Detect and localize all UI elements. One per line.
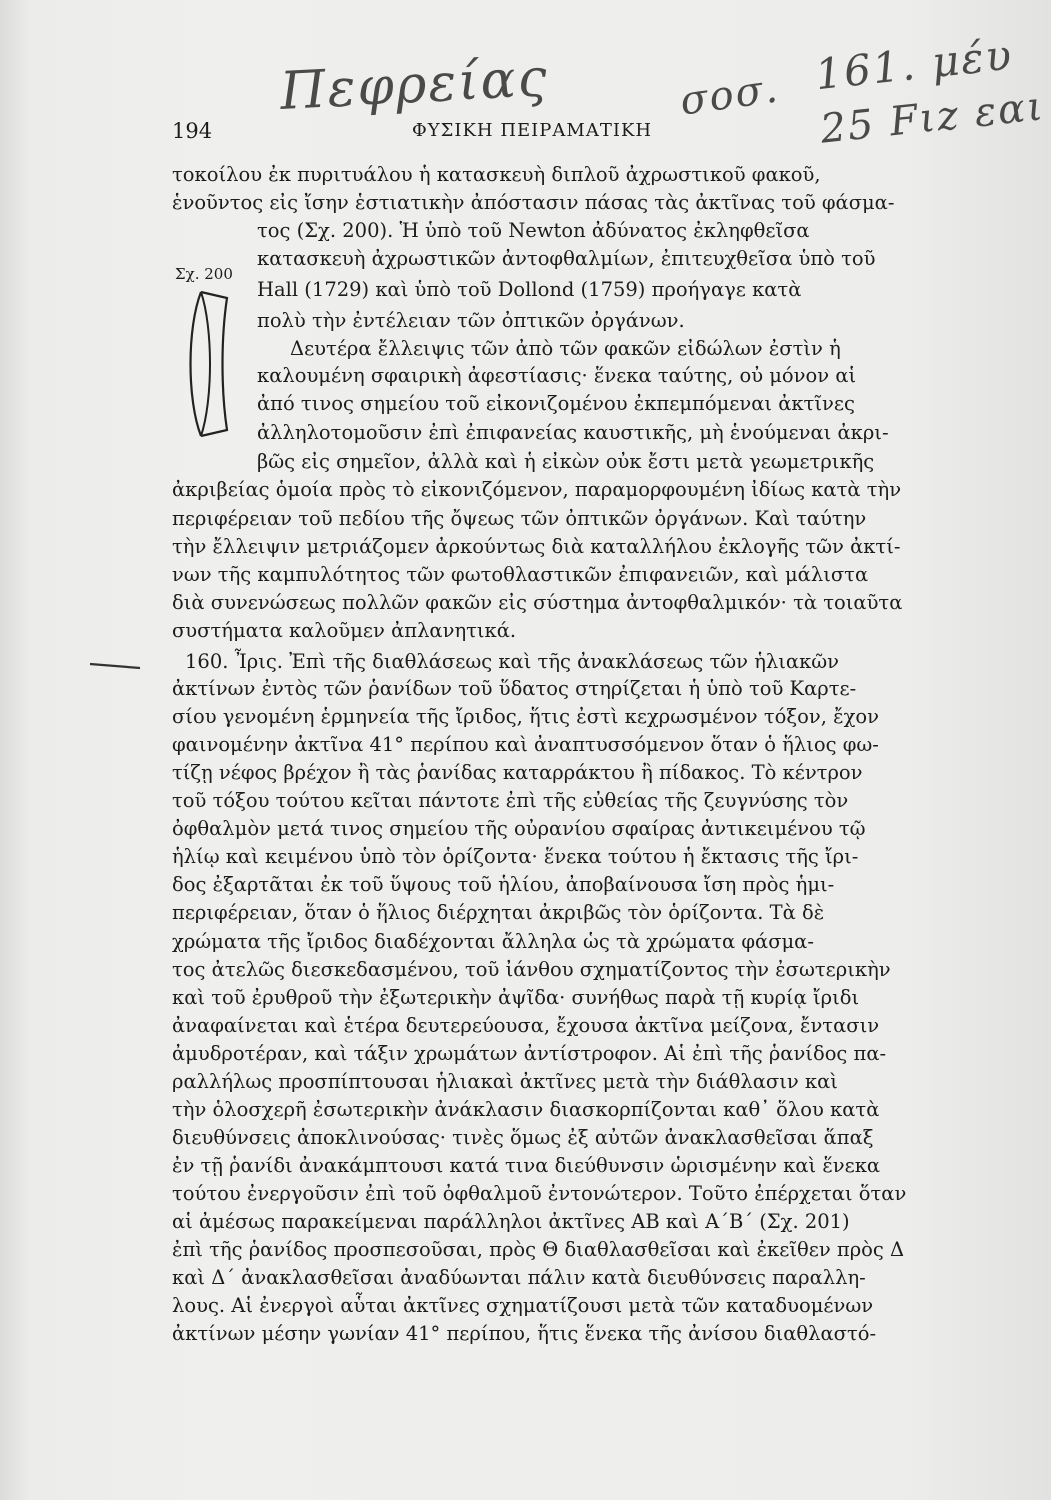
text-line: τος ἀτελῶς διεσκεδασμένου, τοῦ ἰάνθου σχηματίζοντος τὴν ἐσωτερικὴν: [172, 958, 891, 981]
text-line: περιφέρειαν τοῦ πεδίου τῆς ὄψεως τῶν ὀπτικῶν ὀργάνων. Καὶ ταύτην: [172, 507, 867, 530]
handwritten-note: 161. μέυ: [812, 29, 1016, 100]
text-line: χρώματα τῆς ἴριδος διαδέχονται ἄλληλα ὡς τὰ χρώματα φάσμα-: [172, 930, 814, 953]
text-line: διὰ συνενώσεως πολλῶν φακῶν εἰς σύστημα ἀντοφθαλμικόν· τὰ τοιαῦτα: [172, 591, 903, 614]
text-line: Hall (1729) καὶ ὑπὸ τοῦ Dollond (1759) προήγαγε κατὰ: [257, 278, 802, 301]
text-line: διευθύνσεις ἀποκλινούσας· τινὲς ὅμως ἐξ αὐτῶν ἀνακλασθεῖσαι ἅπαξ: [172, 1126, 874, 1149]
section-heading-line: 160. Ἶρις. Ἐπὶ τῆς διαθλάσεως καὶ τῆς ἀνακλάσεως τῶν ἡλιακῶν: [185, 650, 840, 673]
text-line: βῶς εἰς σημεῖον, ἀλλὰ καὶ ἡ εἰκὼν οὐκ ἔστι μετὰ γεωμετρικῆς: [257, 450, 875, 473]
text-line: ἀκτίνων ἐντὸς τῶν ῥανίδων τοῦ ὕδατος στηρίζεται ἡ ὑπὸ τοῦ Καρτε-: [172, 677, 857, 700]
text-line: ἀμυδροτέραν, καὶ τάξιν χρωμάτων ἀντίστροφον. Αἱ ἐπὶ τῆς ῥανίδος πα-: [172, 1042, 887, 1065]
text-line: τὴν ὁλοσχερῆ ἐσωτερικὴν ἀνάκλασιν διασκορπίζονται καθ᾽ ὅλου κατὰ: [172, 1098, 880, 1121]
handwritten-note: 25 Fιz εαι: [818, 83, 1047, 153]
page-number: 194: [172, 119, 213, 143]
text-line: καλουμένη σφαιρικὴ ἀφεστίασις· ἕνεκα ταύτης, οὐ μόνον αἱ: [257, 364, 857, 387]
text-line: ἀπό τινος σημείου τοῦ εἰκονιζομένου ἐκπεμπόμεναι ἀκτῖνες: [257, 392, 855, 415]
text-line: τοκοίλου ἐκ πυριτυάλου ἡ κατασκευὴ διπλοῦ ἀχρωστικοῦ φακοῦ,: [172, 163, 821, 186]
text-line: φαινομένην ἀκτῖνα 41° περίπου καὶ ἀναπτυσσόμενον ὅταν ὁ ἥλιος φω-: [172, 733, 879, 756]
figure-label: Σχ. 200: [175, 265, 233, 283]
text-line: ἑνοῦντος εἰς ἴσην ἑστιατικὴν ἀπόστασιν πάσας τὰς ἀκτῖνας τοῦ φάσμα-: [172, 191, 895, 214]
text-line: ἀλληλοτομοῦσιν ἐπὶ ἐπιφανείας καυστικῆς, μὴ ἑνούμεναι ἀκρι-: [257, 421, 889, 444]
text-line: λους. Αἱ ἐνεργοὶ αὗται ἀκτῖνες σχηματίζουσι μετὰ τῶν καταδυομένων: [172, 1294, 874, 1317]
text-line: καὶ Δ΄ ἀνακλασθεῖσαι ἀναδύωνται πάλιν κατὰ διευθύνσεις παραλλη-: [172, 1266, 866, 1289]
text-line: τὴν ἔλλειψιν μετριάζομεν ἀρκούντως διὰ καταλλήλου ἐκλογῆς τῶν ἀκτί-: [172, 535, 901, 558]
achromatic-lens-figure: [183, 288, 237, 440]
text-line: τοῦ τόξου τούτου κεῖται πάντοτε ἐπὶ τῆς εὐθείας τῆς ζευγνύσης τὸν: [172, 789, 849, 812]
text-line: τίζῃ νέφος βρέχον ἢ τὰς ῥανίδας καταρράκτου ἢ πίδακος. Τὸ κέντρον: [172, 761, 863, 784]
text-line: τούτου ἐνεργοῦσιν ἐπὶ τοῦ ὀφθαλμοῦ ἐντονώτερον. Τοῦτο ἐπέρχεται ὅταν: [172, 1182, 907, 1205]
text-line: καὶ τοῦ ἐρυθροῦ τὴν ἐξωτερικὴν ἀψῖδα· συνήθως παρὰ τῇ κυρίᾳ ἴριδι: [172, 986, 860, 1009]
text-line: ἡλίῳ καὶ κειμένου ὑπὸ τὸν ὁρίζοντα· ἕνεκα τούτου ἡ ἔκτασις τῆς ἴρι-: [172, 845, 859, 868]
text-line: Δευτέρα ἔλλειψις τῶν ἀπὸ τῶν φακῶν εἰδώλων ἐστὶν ἡ: [290, 337, 841, 360]
text-line: πολὺ τὴν ἐντέλειαν τῶν ὀπτικῶν ὀργάνων.: [257, 309, 685, 332]
text-line: ραλλήλως προσπίπτουσαι ἡλιακαὶ ἀκτῖνες μετὰ τὴν διάθλασιν καὶ: [172, 1070, 838, 1093]
running-head: ΦΥΣΙΚΗ ΠΕΙΡΑΜΑΤΙΚΗ: [412, 120, 653, 141]
text-line: ἐν τῇ ῥανίδι ἀνακάμπτουσι κατά τινα διεύθυνσιν ὡρισμένην καὶ ἕνεκα: [172, 1154, 881, 1177]
text-line: αἱ ἀμέσως παρακείμεναι παράλληλοι ἀκτῖνες ΑΒ καὶ Α΄Β΄ (Σχ. 201): [172, 1210, 850, 1233]
text-line: ἐπὶ τῆς ῥανίδος προσπεσοῦσαι, πρὸς Θ διαθλασθεῖσαι καὶ ἐκεῖθεν πρὸς Δ: [172, 1238, 905, 1261]
margin-mark: [88, 661, 143, 671]
text-line: τος (Σχ. 200). Ἡ ὑπὸ τοῦ Newton ἀδύνατος ἐκληφθεῖσα: [257, 219, 810, 242]
text-line: σίου γενομένη ἑρμηνεία τῆς ἴριδος, ἥτις ἐστὶ κεχρωσμένον τόξον, ἔχον: [172, 705, 879, 728]
handwritten-note: Πεφρείας: [278, 48, 551, 122]
text-line: ἀναφαίνεται καὶ ἑτέρα δευτερεύουσα, ἔχουσα ἀκτῖνα μείζονα, ἔντασιν: [172, 1014, 880, 1037]
text-line: ὀφθαλμὸν μετά τινος σημείου τῆς οὐρανίου σφαίρας ἀντικειμένου τῷ: [172, 817, 866, 840]
text-line: συστήματα καλοῦμεν ἀπλανητικά.: [172, 619, 517, 642]
text-line: ἀκριβείας ὁμοία πρὸς τὸ εἰκονιζόμενον, παραμορφουμένη ἰδίως κατὰ τὴν: [172, 478, 902, 501]
text-line: περιφέρειαν, ὅταν ὁ ἥλιος διέρχηται ἀκριβῶς τὸν ὁρίζοντα. Τὰ δὲ: [172, 901, 825, 924]
text-line: ἀκτίνων μέσην γωνίαν 41° περίπου, ἥτις ἕνεκα τῆς ἀνίσου διαθλαστό-: [172, 1322, 877, 1345]
text-line: δος ἐξαρτᾶται ἐκ τοῦ ὕψους τοῦ ἡλίου, ἀποβαίνουσα ἴση πρὸς ἡμι-: [172, 873, 835, 896]
text-line: νων τῆς καμπυλότητος τῶν φωτοθλαστικῶν ἐπιφανειῶν, καὶ μάλιστα: [172, 563, 869, 586]
text-line: κατασκευὴ ἀχρωστικῶν ἀντοφθαλμίων, ἐπιτευχθεῖσα ὑπὸ τοῦ: [257, 247, 876, 270]
handwritten-note: σοσ.: [677, 65, 783, 125]
